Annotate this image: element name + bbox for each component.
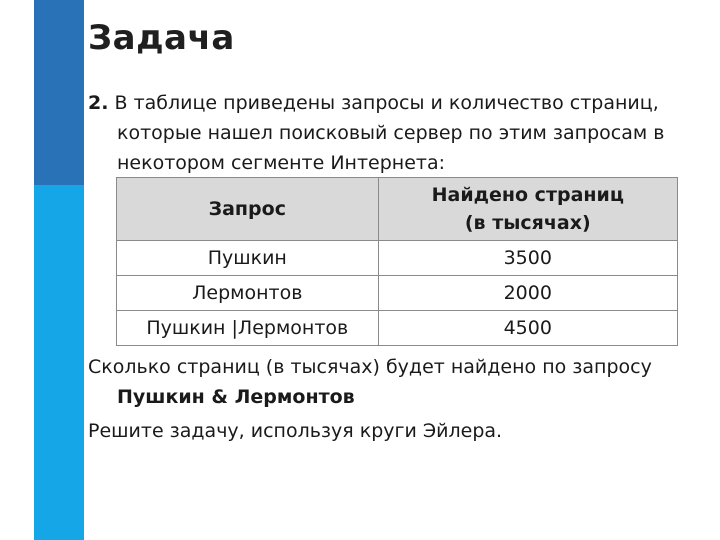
intro-line-3: некотором сегменте Интернета: bbox=[117, 152, 446, 174]
row-pages: 3500 bbox=[378, 241, 677, 276]
row-query: Лермонтов bbox=[117, 276, 379, 311]
question bbox=[88, 352, 688, 412]
instruction: Решите задачу, используя круги Эйлера. bbox=[88, 420, 503, 442]
row-pages: 4500 bbox=[378, 311, 677, 346]
side-bar-dark bbox=[34, 0, 84, 185]
table-row bbox=[117, 311, 678, 346]
row-query: Пушкин |Лермонтов bbox=[117, 311, 379, 346]
header-query: Запрос bbox=[117, 178, 379, 241]
table-row bbox=[117, 241, 678, 276]
query-table bbox=[116, 177, 678, 346]
intro-text-1: В таблице приведены запросы и количество страниц, bbox=[108, 92, 659, 114]
task-number: 2. bbox=[88, 92, 109, 114]
intro-line-1 bbox=[88, 88, 688, 118]
row-query: Пушкин bbox=[117, 241, 379, 276]
header-pages-line-1: Найдено страниц bbox=[431, 184, 624, 206]
task-intro bbox=[88, 88, 688, 178]
intro-line-2: которые нашел поисковый сервер по этим запросам в bbox=[117, 122, 665, 144]
side-bar-light bbox=[34, 185, 84, 540]
table-header-row bbox=[117, 178, 678, 241]
table-row bbox=[117, 276, 678, 311]
row-pages: 2000 bbox=[378, 276, 677, 311]
header-pages bbox=[378, 178, 677, 241]
question-line-1: Сколько страниц (в тысячах) будет найдено по запросу bbox=[88, 356, 652, 378]
slide-title: Задача bbox=[88, 18, 235, 58]
header-pages-line-2: (в тысячах) bbox=[464, 212, 591, 234]
question-query: Пушкин & Лермонтов bbox=[117, 386, 355, 408]
